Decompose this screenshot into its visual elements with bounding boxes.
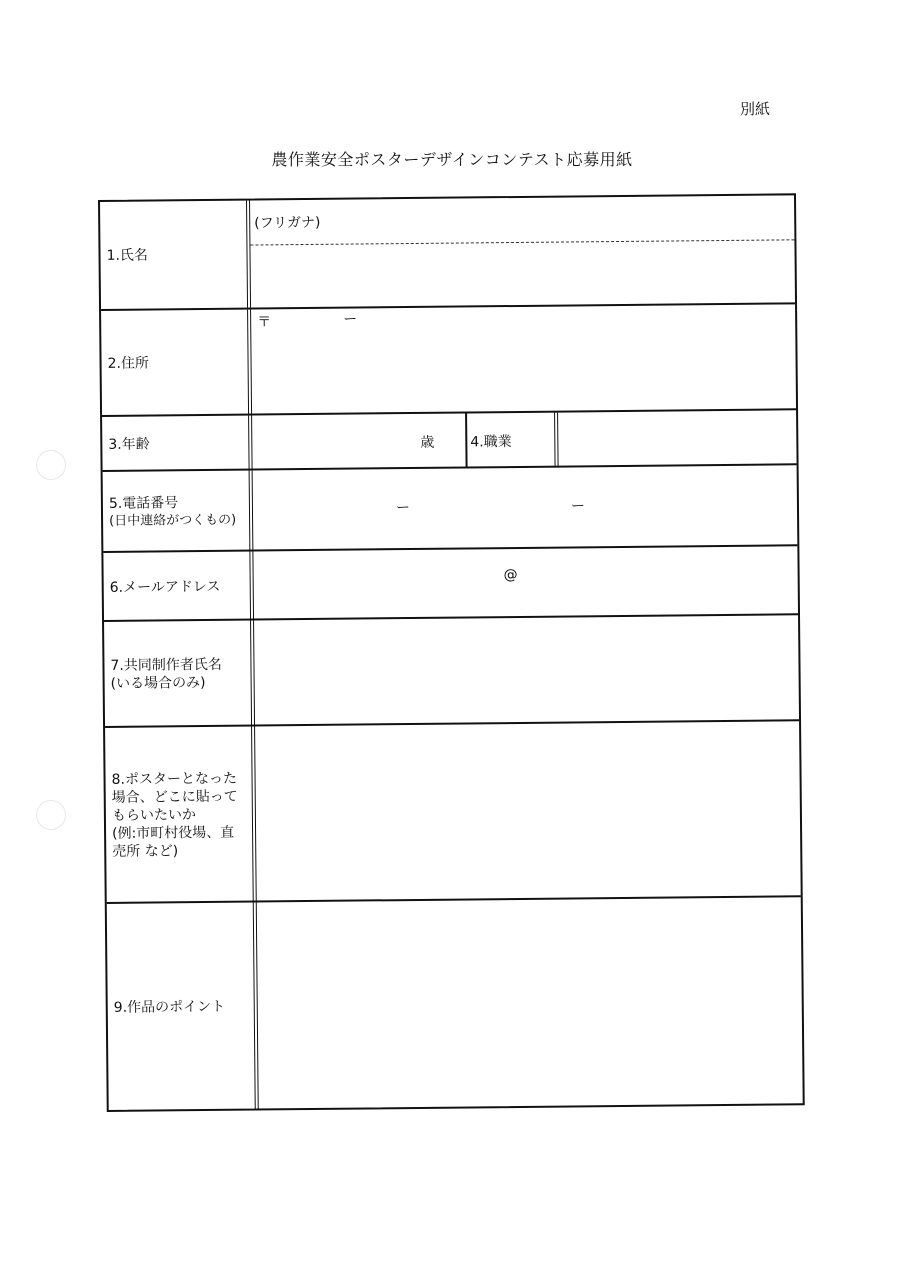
furigana-label: (フリガナ) [254,214,321,232]
punch-hole-bottom [36,800,66,830]
attachment-label: 別紙 [740,100,771,118]
email-field[interactable] [253,546,798,620]
phone-dash-2: ー [570,498,586,515]
placement-field[interactable] [255,721,801,902]
application-table [98,193,805,1112]
phone-label-cell [103,471,254,553]
age-divider [465,413,468,468]
coauthor-note: (いる場合のみ) [110,674,206,692]
postal-dash: ー [343,311,358,328]
address-label: 2.住所 [101,310,252,417]
row-work-point [107,895,803,1112]
occupation-label: 4.職業 [470,434,512,451]
placement-label-cell [105,727,257,904]
row-coauthor [104,613,799,728]
name-label: 1.氏名 [100,201,251,309]
row-placement [105,719,801,904]
phone-note: (日中連絡がつくもの) [109,512,237,529]
furigana-divider [250,239,794,245]
address-field[interactable] [251,304,796,415]
age-occupation-cells [252,410,797,470]
coauthor-label: 7.共同制作者氏名 [110,656,222,674]
point-field[interactable] [257,897,803,1110]
row-age-occupation [102,408,797,472]
coauthor-field[interactable] [254,615,799,726]
phone-dash-1: ー [395,500,411,517]
row-name [100,195,795,309]
email-at-sign: @ [503,566,518,584]
coauthor-label-cell [104,621,255,728]
email-label: 6.メールアドレス [103,552,254,622]
row-email [103,544,798,622]
point-label: 9.作品のポイント [107,903,259,1112]
phone-field[interactable] [253,465,798,551]
placement-label: 8.ポスターとなった場合、どこに貼ってもらいたいか [111,770,238,824]
phone-label: 5.電話番号 [108,494,179,512]
name-field[interactable] [250,195,795,307]
postal-mark: 〒 [257,314,272,331]
age-label: 3.年齢 [102,416,253,472]
placement-example: (例:市町村役場、直売所 など) [112,824,235,860]
row-address [101,302,796,417]
punch-hole-top [36,450,66,480]
form-title: 農作業安全ポスターデザインコンテスト応募用紙 [271,150,633,169]
age-unit: 歳 [420,434,435,451]
occupation-divider [554,413,559,468]
row-phone [103,463,798,553]
